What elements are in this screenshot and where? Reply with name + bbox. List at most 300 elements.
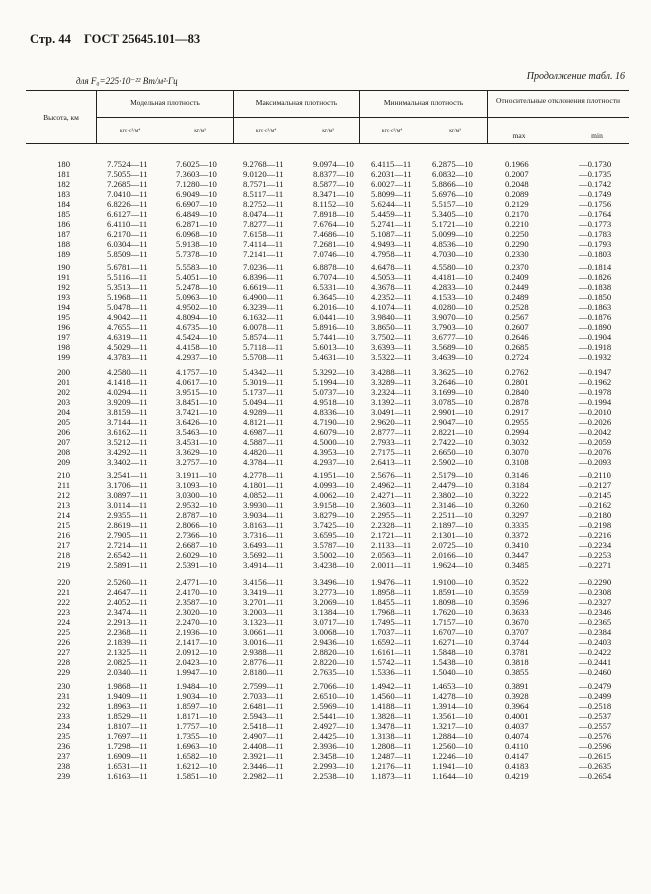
table-row xyxy=(0,199,651,209)
model-kg-cell: 6.9049—10 xyxy=(176,189,217,199)
max-kgf-cell: 2.3921—11 xyxy=(243,751,284,761)
min-kgf-cell: 6.4115—11 xyxy=(371,159,412,169)
deviation-max-cell: 0.3744 xyxy=(505,637,529,647)
standard-number: ГОСТ 25645.101—83 xyxy=(83,32,201,46)
max-kgf-cell: 8.7571—11 xyxy=(243,179,284,189)
deviation-max-cell: 0.3596 xyxy=(505,597,529,607)
height-cell: 186 xyxy=(57,219,70,229)
deviation-min-cell: —0.2479 xyxy=(579,681,612,691)
deviation-max-cell: 0.2449 xyxy=(505,282,529,292)
deviation-min-cell: —0.1850 xyxy=(579,292,612,302)
max-kg-cell: 5.3292—10 xyxy=(313,367,354,377)
table-row xyxy=(0,530,651,540)
deviation-max-cell: 0.2801 xyxy=(505,377,529,387)
deviation-min-cell: —0.1876 xyxy=(579,312,612,322)
min-kg-cell: 4.5580—10 xyxy=(432,262,473,272)
max-kgf-cell: 2.6481—11 xyxy=(243,701,284,711)
max-kg-cell: 5.8916—10 xyxy=(313,322,354,332)
min-kg-cell: 2.0725—10 xyxy=(432,540,473,550)
unit-label: кгс·с²/м⁴ xyxy=(255,128,277,134)
max-kgf-cell: 7.4114—11 xyxy=(243,239,284,249)
deviation-min-cell: —0.1978 xyxy=(579,387,612,397)
model-kgf-cell: 2.3474—11 xyxy=(107,607,148,617)
row-group xyxy=(0,159,651,259)
deviation-min-cell: —0.2110 xyxy=(579,470,611,480)
table-row xyxy=(0,560,651,570)
max-kg-cell: 2.4927—10 xyxy=(313,721,354,731)
deviation-min-cell: —0.2346 xyxy=(579,607,612,617)
max-kgf-cell: 8.5117—11 xyxy=(243,189,284,199)
deviation-max-cell: 0.2685 xyxy=(505,342,529,352)
min-kgf-cell: 6.0027—11 xyxy=(371,179,412,189)
model-kgf-cell: 4.7655—11 xyxy=(107,322,148,332)
deviation-max-cell: 0.3964 xyxy=(505,701,529,711)
model-kg-cell: 7.6025—10 xyxy=(176,159,217,169)
min-kgf-cell: 3.4288—11 xyxy=(371,367,412,377)
min-kg-cell: 5.6976—10 xyxy=(432,189,473,199)
height-cell: 225 xyxy=(57,627,70,637)
min-kgf-cell: 3.5322—11 xyxy=(371,352,412,362)
model-kg-cell: 5.0963—10 xyxy=(176,292,217,302)
model-kgf-cell: 4.0294—11 xyxy=(107,387,148,397)
table-row xyxy=(0,657,651,667)
min-kg-cell: 6.0832—10 xyxy=(432,169,473,179)
model-kg-cell: 1.9947—10 xyxy=(176,667,217,677)
min-kgf-cell: 3.3289—11 xyxy=(371,377,412,387)
min-kgf-cell: 3.8650—11 xyxy=(371,322,412,332)
deviation-max-cell: 0.4001 xyxy=(505,711,529,721)
header-bottom-rule xyxy=(26,143,629,144)
height-cell: 207 xyxy=(57,437,70,447)
height-cell: 196 xyxy=(57,322,70,332)
deviation-max-cell: 0.3184 xyxy=(505,480,529,490)
max-kg-cell: 9.0974—10 xyxy=(313,159,354,169)
model-kg-cell: 1.8171—10 xyxy=(176,711,217,721)
deviation-min-cell: —0.2145 xyxy=(579,490,612,500)
model-kg-cell: 2.8787—10 xyxy=(176,510,217,520)
model-kg-cell: 1.7355—10 xyxy=(176,731,217,741)
model-kgf-cell: 5.3513—11 xyxy=(107,282,148,292)
deviation-min-cell: —0.1742 xyxy=(579,179,612,189)
max-kgf-cell: 7.0236—11 xyxy=(243,262,284,272)
max-kg-cell: 4.0993—10 xyxy=(313,480,354,490)
unit-label: кг/м³ xyxy=(194,128,206,134)
max-kg-cell: 4.5000—10 xyxy=(313,437,354,447)
deviation-min-cell: —0.1890 xyxy=(579,322,612,332)
table-row xyxy=(0,262,651,272)
height-cell: 209 xyxy=(57,457,70,467)
model-kgf-cell: 4.9042—11 xyxy=(107,312,148,322)
table-row xyxy=(0,771,651,781)
height-cell: 233 xyxy=(57,711,70,721)
min-kg-cell: 2.4479—10 xyxy=(432,480,473,490)
deviation-max-cell: 0.2330 xyxy=(505,249,529,259)
model-kgf-cell: 2.7214—11 xyxy=(107,540,148,550)
table-condition: для F₀=225·10⁻²² Вт/м²·Гц xyxy=(76,76,178,86)
deviation-max-cell: 0.1966 xyxy=(505,159,529,169)
deviation-header: Относительные отклонения плотности xyxy=(495,96,621,105)
deviation-max-cell: 0.4219 xyxy=(505,771,529,781)
deviation-max-cell: 0.2370 xyxy=(505,262,529,272)
model-kg-cell: 2.5391—10 xyxy=(176,560,217,570)
max-kgf-cell: 3.4156—11 xyxy=(243,577,284,587)
max-kgf-cell: 8.2752—11 xyxy=(243,199,284,209)
height-cell: 218 xyxy=(57,550,70,560)
min-kg-cell: 2.8221—10 xyxy=(432,427,473,437)
min-kg-cell: 2.9047—10 xyxy=(432,417,473,427)
deviation-max-cell: 0.4147 xyxy=(505,751,529,761)
height-cell: 198 xyxy=(57,342,70,352)
height-cell: 212 xyxy=(57,490,70,500)
model-kgf-cell: 2.2913—11 xyxy=(107,617,148,627)
header-top-rule xyxy=(26,90,629,91)
model-kgf-cell: 3.5212—11 xyxy=(107,437,148,447)
max-kg-cell: 2.2538—10 xyxy=(313,771,354,781)
table-row xyxy=(0,169,651,179)
table-row xyxy=(0,427,651,437)
min-kg-cell: 2.3146—10 xyxy=(432,500,473,510)
max-kgf-cell: 4.9289—11 xyxy=(243,407,284,417)
max-kg-cell: 6.5331—10 xyxy=(313,282,354,292)
min-kg-cell: 1.5438—10 xyxy=(432,657,473,667)
max-kgf-cell: 2.4907—11 xyxy=(243,731,284,741)
min-kg-cell: 1.7620—10 xyxy=(432,607,473,617)
max-kgf-cell: 8.0474—11 xyxy=(243,209,284,219)
table-row xyxy=(0,437,651,447)
max-kg-cell: 2.5441—10 xyxy=(313,711,354,721)
max-kg-cell: 3.0717—10 xyxy=(313,617,354,627)
deviation-max-cell: 0.3260 xyxy=(505,500,529,510)
model-kgf-cell: 5.5116—11 xyxy=(107,272,148,282)
model-kg-cell: 2.6029—10 xyxy=(176,550,217,560)
min-kg-cell: 1.9624—10 xyxy=(432,560,473,570)
table-row xyxy=(0,480,651,490)
max-kgf-cell: 4.4820—11 xyxy=(243,447,284,457)
deviation-min-header: min xyxy=(591,131,603,140)
max-kg-cell: 6.3645—10 xyxy=(313,292,354,302)
max-kg-cell: 4.3953—10 xyxy=(313,447,354,457)
max-kg-cell: 3.8279—10 xyxy=(313,510,354,520)
min-kgf-cell: 2.3603—11 xyxy=(371,500,412,510)
height-cell: 197 xyxy=(57,332,70,342)
min-kgf-cell: 1.2808—11 xyxy=(371,741,412,751)
table-row xyxy=(0,159,651,169)
table-row xyxy=(0,741,651,751)
min-kg-cell: 2.1301—10 xyxy=(432,530,473,540)
max-kg-cell: 4.7190—10 xyxy=(313,417,354,427)
deviation-min-cell: —0.2198 xyxy=(579,520,612,530)
min-kg-cell: 1.1941—10 xyxy=(432,761,473,771)
deviation-max-cell: 0.2955 xyxy=(505,417,529,427)
table-row xyxy=(0,470,651,480)
max-density-header: Максимальная плотность xyxy=(255,98,338,107)
deviation-max-cell: 0.3410 xyxy=(505,540,529,550)
table-row xyxy=(0,627,651,637)
max-kgf-cell: 9.2768—11 xyxy=(243,159,284,169)
model-kgf-cell: 1.6163—11 xyxy=(107,771,148,781)
deviation-min-cell: —0.2422 xyxy=(579,647,612,657)
height-cell: 201 xyxy=(57,377,70,387)
model-kgf-cell: 1.8107—11 xyxy=(107,721,148,731)
deviation-max-cell: 0.3781 xyxy=(505,647,529,657)
table-row xyxy=(0,282,651,292)
model-kgf-cell: 7.5055—11 xyxy=(107,169,148,179)
row-group xyxy=(0,681,651,781)
deviation-min-cell: —0.2216 xyxy=(579,530,612,540)
model-kgf-cell: 2.1325—11 xyxy=(107,647,148,657)
model-kg-cell: 4.1757—10 xyxy=(176,367,217,377)
min-kgf-cell: 3.6393—11 xyxy=(371,342,412,352)
height-cell: 190 xyxy=(57,262,70,272)
max-kg-cell: 3.2069—10 xyxy=(313,597,354,607)
max-kgf-cell: 6.1632—11 xyxy=(243,312,284,322)
min-kgf-cell: 1.8455—11 xyxy=(371,597,412,607)
min-kgf-cell: 1.1873—11 xyxy=(371,771,412,781)
deviation-max-cell: 0.3855 xyxy=(505,667,529,677)
deviation-max-cell: 0.2007 xyxy=(505,169,529,179)
height-cell: 224 xyxy=(57,617,70,627)
height-cell: 181 xyxy=(57,169,70,179)
max-kg-cell: 3.6595—10 xyxy=(313,530,354,540)
min-kgf-cell: 2.5676—11 xyxy=(371,470,412,480)
max-kgf-cell: 5.5708—11 xyxy=(243,352,284,362)
deviation-min-cell: —0.1814 xyxy=(579,262,612,272)
model-kg-cell: 2.0423—10 xyxy=(176,657,217,667)
min-kg-cell: 4.8536—10 xyxy=(432,239,473,249)
table-row xyxy=(0,751,651,761)
deviation-min-cell: —0.2499 xyxy=(579,691,612,701)
height-cell: 191 xyxy=(57,272,70,282)
model-kgf-cell: 3.9209—11 xyxy=(107,397,148,407)
deviation-min-cell: —0.1962 xyxy=(579,377,612,387)
height-cell: 215 xyxy=(57,520,70,530)
deviation-min-cell: —0.1749 xyxy=(579,189,612,199)
max-kg-cell: 2.2993—10 xyxy=(313,761,354,771)
model-kg-cell: 1.9484—10 xyxy=(176,681,217,691)
height-cell: 189 xyxy=(57,249,70,259)
deviation-min-cell: —0.1826 xyxy=(579,272,612,282)
height-cell: 229 xyxy=(57,667,70,677)
model-kg-cell: 5.5583—10 xyxy=(176,262,217,272)
min-kgf-cell: 4.6478—11 xyxy=(371,262,412,272)
model-kgf-cell: 4.5029—11 xyxy=(107,342,148,352)
max-kg-cell: 4.8336—10 xyxy=(313,407,354,417)
model-kg-cell: 3.1911—10 xyxy=(176,470,217,480)
table-row xyxy=(0,407,651,417)
model-kgf-cell: 3.2541—11 xyxy=(107,470,148,480)
max-kgf-cell: 2.2982—11 xyxy=(243,771,284,781)
deviation-min-cell: —0.1756 xyxy=(579,199,612,209)
deviation-min-cell: —0.1793 xyxy=(579,239,612,249)
model-kgf-cell: 2.5260—11 xyxy=(107,577,148,587)
height-cell: 200 xyxy=(57,367,70,377)
model-kg-cell: 3.1093—10 xyxy=(176,480,217,490)
deviation-max-cell: 0.2528 xyxy=(505,302,529,312)
model-kg-cell: 2.2470—10 xyxy=(176,617,217,627)
height-cell: 239 xyxy=(57,771,70,781)
model-kg-cell: 2.7366—10 xyxy=(176,530,217,540)
model-kg-cell: 1.6582—10 xyxy=(176,751,217,761)
table-row xyxy=(0,761,651,771)
row-group xyxy=(0,470,651,570)
model-kg-cell: 3.5463—10 xyxy=(176,427,217,437)
model-kg-cell: 3.7421—10 xyxy=(176,407,217,417)
table-row xyxy=(0,239,651,249)
deviation-min-cell: —0.2615 xyxy=(579,751,612,761)
model-kgf-cell: 7.0410—11 xyxy=(107,189,148,199)
model-kgf-cell: 1.9868—11 xyxy=(107,681,148,691)
deviation-max-cell: 0.2129 xyxy=(505,199,529,209)
unit-label: кгс·с²/м⁴ xyxy=(381,128,403,134)
model-kgf-cell: 4.1418—11 xyxy=(107,377,148,387)
deviation-min-cell: —0.2441 xyxy=(579,657,612,667)
height-cell: 237 xyxy=(57,751,70,761)
deviation-min-cell: —0.1764 xyxy=(579,209,612,219)
max-kgf-cell: 6.4900—11 xyxy=(243,292,284,302)
min-kgf-cell: 1.7037—11 xyxy=(371,627,412,637)
model-kg-cell: 1.6212—10 xyxy=(176,761,217,771)
max-kgf-cell: 4.1801—11 xyxy=(243,480,284,490)
deviation-max-cell: 0.2170 xyxy=(505,209,529,219)
min-kg-cell: 1.4278—10 xyxy=(432,691,473,701)
model-kgf-cell: 6.0304—11 xyxy=(107,239,148,249)
model-kgf-cell: 1.8963—11 xyxy=(107,701,148,711)
model-kgf-cell: 2.0825—11 xyxy=(107,657,148,667)
height-cell: 208 xyxy=(57,447,70,457)
height-cell: 214 xyxy=(57,510,70,520)
max-kgf-cell: 2.5943—11 xyxy=(243,711,284,721)
min-kgf-cell: 3.2324—11 xyxy=(371,387,412,397)
max-kgf-cell: 4.2778—11 xyxy=(243,470,284,480)
min-kgf-cell: 4.7958—11 xyxy=(371,249,412,259)
model-kgf-cell: 5.0478—11 xyxy=(107,302,148,312)
row-group xyxy=(0,367,651,467)
deviation-min-cell: —0.1947 xyxy=(579,367,612,377)
height-cell: 195 xyxy=(57,312,70,322)
model-kgf-cell: 6.4110—11 xyxy=(107,219,148,229)
height-cell: 183 xyxy=(57,189,70,199)
model-kg-cell: 2.1936—10 xyxy=(176,627,217,637)
subheader-rule xyxy=(96,117,629,118)
height-cell: 199 xyxy=(57,352,70,362)
height-cell: 210 xyxy=(57,470,70,480)
min-kg-cell: 1.8591—10 xyxy=(432,587,473,597)
deviation-min-cell: —0.1735 xyxy=(579,169,612,179)
deviation-min-cell: —0.2042 xyxy=(579,427,612,437)
max-kg-cell: 3.7425—10 xyxy=(313,520,354,530)
height-cell: 217 xyxy=(57,540,70,550)
table-row xyxy=(0,272,651,282)
model-kgf-cell: 3.1706—11 xyxy=(107,480,148,490)
min-kg-cell: 3.0785—10 xyxy=(432,397,473,407)
min-kgf-cell: 5.6244—11 xyxy=(371,199,412,209)
model-kg-cell: 3.0300—10 xyxy=(176,490,217,500)
model-kgf-cell: 2.9355—11 xyxy=(107,510,148,520)
height-cell: 219 xyxy=(57,560,70,570)
min-kgf-cell: 1.5336—11 xyxy=(371,667,412,677)
table-row xyxy=(0,179,651,189)
min-kgf-cell: 5.8099—11 xyxy=(371,189,412,199)
deviation-max-cell: 0.3335 xyxy=(505,520,529,530)
table-row xyxy=(0,249,651,259)
model-kgf-cell: 5.6781—11 xyxy=(107,262,148,272)
min-kgf-cell: 1.5742—11 xyxy=(371,657,412,667)
deviation-min-cell: —0.1994 xyxy=(579,397,612,407)
min-kgf-cell: 4.5053—11 xyxy=(371,272,412,282)
min-kgf-cell: 1.3828—11 xyxy=(371,711,412,721)
min-kgf-cell: 2.1721—11 xyxy=(371,530,412,540)
model-kgf-cell: 2.0340—11 xyxy=(107,667,148,677)
min-kgf-cell: 2.6413—11 xyxy=(371,457,412,467)
table-continuation: Продолжение табл. 16 xyxy=(526,71,625,82)
max-kgf-cell: 3.5692—11 xyxy=(243,550,284,560)
table-row xyxy=(0,322,651,332)
max-kgf-cell: 4.3784—11 xyxy=(243,457,284,467)
deviation-min-cell: —0.2010 xyxy=(579,407,612,417)
table-row xyxy=(0,550,651,560)
min-kg-cell: 2.1897—10 xyxy=(432,520,473,530)
min-kg-cell: 1.2884—10 xyxy=(432,731,473,741)
min-kgf-cell: 5.1087—11 xyxy=(371,229,412,239)
min-kgf-cell: 2.4271—11 xyxy=(371,490,412,500)
table-row xyxy=(0,520,651,530)
min-kg-cell: 2.2511—10 xyxy=(432,510,473,520)
model-kg-cell: 3.6426—10 xyxy=(176,417,217,427)
model-kg-cell: 1.9034—10 xyxy=(176,691,217,701)
height-cell: 188 xyxy=(57,239,70,249)
deviation-min-cell: —0.2537 xyxy=(579,711,612,721)
max-kgf-cell: 7.8277—11 xyxy=(243,219,284,229)
max-kgf-cell: 4.5887—11 xyxy=(243,437,284,447)
page-header xyxy=(30,32,210,47)
min-kgf-cell: 1.2487—11 xyxy=(371,751,412,761)
model-kg-cell: 4.2937—10 xyxy=(176,352,217,362)
min-kgf-cell: 4.3678—11 xyxy=(371,282,412,292)
min-kgf-cell: 1.4560—11 xyxy=(371,691,412,701)
deviation-min-cell: —0.2635 xyxy=(579,761,612,771)
deviation-max-cell: 0.2840 xyxy=(505,387,529,397)
model-kg-cell: 3.8451—10 xyxy=(176,397,217,407)
min-kgf-cell: 5.4459—11 xyxy=(371,209,412,219)
table-row xyxy=(0,387,651,397)
min-kgf-cell: 1.2176—11 xyxy=(371,761,412,771)
model-kg-cell: 5.4051—10 xyxy=(176,272,217,282)
model-kgf-cell: 3.8159—11 xyxy=(107,407,148,417)
model-kg-cell: 3.9515—10 xyxy=(176,387,217,397)
max-kgf-cell: 2.8776—11 xyxy=(243,657,284,667)
max-kgf-cell: 3.9034—11 xyxy=(243,510,284,520)
model-kgf-cell: 6.2170—11 xyxy=(107,229,148,239)
max-kg-cell: 7.4686—10 xyxy=(313,229,354,239)
min-kgf-cell: 1.6592—11 xyxy=(371,637,412,647)
max-kgf-cell: 5.0494—11 xyxy=(243,397,284,407)
min-kg-cell: 1.8098—10 xyxy=(432,597,473,607)
table-row xyxy=(0,490,651,500)
min-kgf-cell: 3.7502—11 xyxy=(371,332,412,342)
deviation-max-cell: 0.2409 xyxy=(505,272,529,282)
min-kg-cell: 2.9901—10 xyxy=(432,407,473,417)
deviation-min-cell: —0.1918 xyxy=(579,342,612,352)
min-kg-cell: 1.6271—10 xyxy=(432,637,473,647)
min-kg-cell: 3.9070—10 xyxy=(432,312,473,322)
height-cell: 182 xyxy=(57,179,70,189)
height-cell: 221 xyxy=(57,587,70,597)
height-cell: 184 xyxy=(57,199,70,209)
table-row xyxy=(0,352,651,362)
deviation-min-cell: —0.1803 xyxy=(579,249,612,259)
height-cell: 194 xyxy=(57,302,70,312)
min-kg-cell: 3.7903—10 xyxy=(432,322,473,332)
